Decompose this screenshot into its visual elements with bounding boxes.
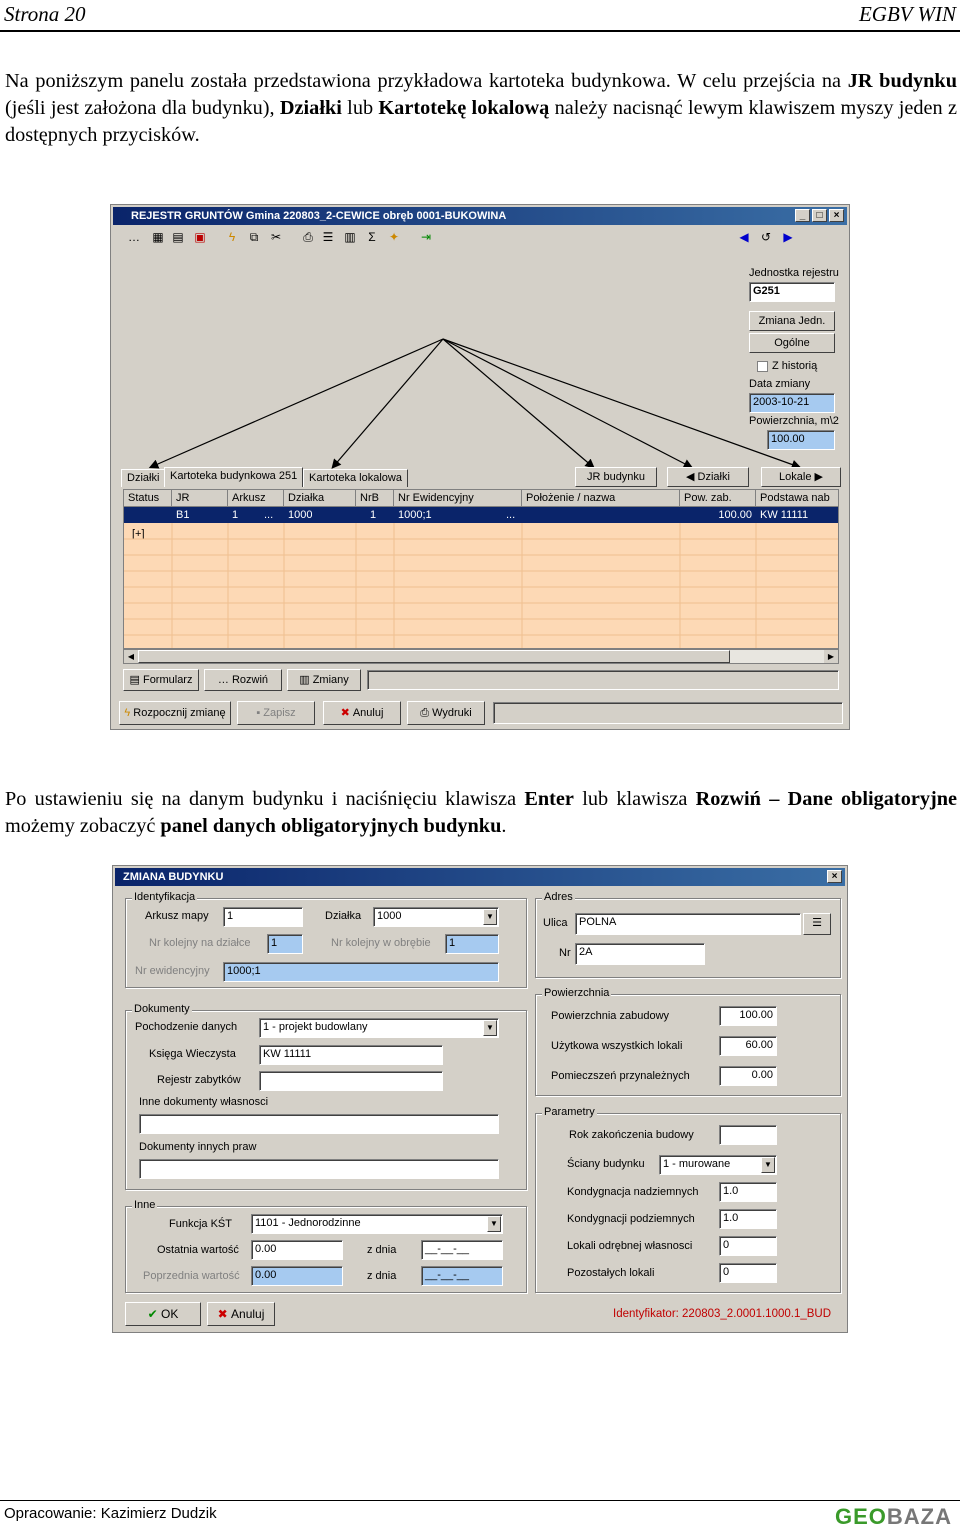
lightning-icon[interactable]: ϟ [228,230,236,244]
cell-jr: B1 [176,509,190,521]
ogolne-button[interactable]: Ogólne [749,333,835,353]
pomieszczen-input[interactable]: 0.00 [719,1066,777,1086]
col-nrb[interactable]: NrB [356,490,394,507]
funkcja-select[interactable]: 1101 - Jednorodzinne ▼ [251,1214,503,1234]
col-nr-ewidencyjny[interactable]: Nr Ewidencyjny [394,490,522,507]
ulica-input[interactable]: POLNA [575,913,801,935]
ok-button[interactable]: ✔ OK [125,1302,201,1326]
zmiana-budynku-window [112,865,848,1333]
rozwin-button[interactable]: … Rozwiń [204,669,282,691]
z-dnia-2-input[interactable]: __-__-__ [421,1266,503,1286]
poprzednia-wartosc-label: Poprzednia wartość [143,1270,240,1282]
page-footer [0,1500,960,1531]
mid-paragraph: Po ustawieniu się na danym budynku i naciśnięciu klawisza Enter lub klawisza Rozwiń – Dane obligatoryjne możemy zobaczyć panel danych obligatoryjnych budynku. [5,788,958,837]
pozostalych-lokali-input[interactable]: 0 [719,1263,777,1283]
rozpocznij-zmiane-button[interactable]: ϟ Rozpocznij zmianę [119,701,231,725]
group-title: Dokumenty [134,1003,190,1015]
changes-icon: ▥ [299,674,313,686]
dok-innych-praw-input[interactable] [139,1159,499,1179]
rok-input[interactable] [719,1125,777,1145]
nr-input[interactable]: 2A [575,943,705,965]
horizontal-scrollbar[interactable] [123,649,839,664]
kond-podziemnych-label: Kondygnacji podziemnych [567,1213,695,1225]
dok-innych-praw-label: Dokumenty innych praw [139,1141,257,1153]
grid-icon[interactable]: ▣ [194,230,206,244]
x-icon: ✖ [340,707,353,719]
col-jr[interactable]: JR [172,490,228,507]
undo-icon[interactable]: ↺ [760,230,772,244]
calendar-icon[interactable]: ▦ [152,230,164,244]
data-zmiany-label: Data zmiany [749,378,811,390]
nr-kolejny-dzialka-input[interactable]: 1 [267,934,303,954]
cell-dzialka: 1000 [288,509,313,521]
intro-paragraph: Na poniższym panelu została przedstawiona przykładowa kartoteka budynkowa. W celu przejścia na JR budynku (jeśli jest założona dla budynku), Działki lub Kartotekę lokalową należy nacisnąć lewym klawiszem myszy jeden z dostępnych przycisków. [5,70,957,146]
printer-icon: ⎙ [420,707,433,719]
status-field [367,670,839,690]
tab-dzialki[interactable]: Działki [121,469,165,487]
arkusz-label: Arkusz mapy [145,910,209,922]
grid-lines [124,523,839,649]
product-name: EGBV WIN [858,2,956,26]
tab-kartoteka-lokalowa[interactable]: Kartoteka lokalowa [303,469,408,487]
col-polozenie[interactable]: Położenie / nazwa [522,490,680,507]
list-icon: ☰ [812,917,822,929]
expand-marker[interactable]: [+] [132,528,145,540]
wydruki-button[interactable]: ⎙ Wydruki [407,701,485,725]
poprzednia-wartosc-input[interactable]: 0.00 [251,1266,343,1286]
lokale-button[interactable]: Lokale ▶ [761,467,841,487]
triangle-right-icon: ▶ [811,471,823,483]
cell-nrb: 1 [370,509,377,521]
lightning-icon: ϟ [124,707,134,719]
col-podstawa[interactable]: Podstawa nab [756,490,839,507]
geobaza-logo: GEOBAZA [834,1504,952,1529]
tab-kartoteka-budynkowa[interactable]: Kartoteka budynkowa 251 [164,467,303,487]
inne-dok-input[interactable] [139,1114,499,1134]
rejestr-gruntow-window [110,204,850,730]
dzialka-select[interactable]: 1000 ▼ [373,907,499,927]
more-icon[interactable]: … [128,230,140,244]
sciany-select[interactable]: 1 - murowane ▼ [659,1155,777,1175]
maximize-button[interactable]: □ [812,209,827,222]
funkcja-label: Funkcja KŚT [169,1218,232,1230]
print-icon[interactable]: ⎙ [303,230,313,244]
group-title: Parametry [544,1106,595,1118]
pomieszczen-label: Pomieczszeń przynależnych [551,1070,690,1082]
chevron-down-icon[interactable]: ▼ [483,1020,497,1036]
ksiega-input[interactable]: KW 11111 [259,1045,443,1065]
identyfikator-text: Identyfikator: 220803_2.0001.1000.1_BUD [613,1308,832,1320]
chevron-down-icon[interactable]: ▼ [483,909,497,925]
table-row[interactable] [124,507,839,523]
anuluj-button[interactable]: ✖ Anuluj [207,1302,275,1326]
zmiany-button[interactable]: ▥ Zmiany [287,669,361,691]
cell-arkusz: 1 [232,509,239,521]
window-titlebar [115,868,845,886]
cell-pow-zab: 100.00 [718,509,752,521]
page-header [0,0,960,32]
scroll-left-icon[interactable]: ◀ [124,650,138,663]
cell-nr-ewidencyjny: 1000;1 [398,509,432,521]
copy-icon[interactable]: ⧉ [249,230,259,244]
sciany-label: Ściany budynku [567,1158,645,1170]
zapisz-button[interactable]: ▪ Zapisz [237,701,315,725]
scroll-right-icon[interactable]: ▶ [824,650,838,663]
close-button[interactable]: × [829,209,844,222]
cell-arkusz-more: ... [264,509,274,521]
exit-icon[interactable]: ⇥ [420,230,432,244]
formularz-button[interactable]: ▤ Formularz [123,669,199,691]
triangle-left-icon: ◀ [686,471,698,483]
jr-budynku-button[interactable]: JR budynku [575,467,657,487]
check-icon: ✔ [147,1307,162,1321]
z-dnia-label: z dnia [367,1244,397,1256]
nr-label: Nr [559,947,571,959]
pochodzenie-label: Pochodzenie danych [135,1021,238,1033]
document-icon[interactable]: ▤ [172,230,184,244]
kond-podziemnych-input[interactable]: 1.0 [719,1209,777,1229]
cell-podstawa: KW 11111 [760,509,809,521]
ostatnia-wartosc-input[interactable]: 0.00 [251,1240,343,1260]
lokali-odrebnej-label: Lokali odrębnej własnosci [567,1240,693,1252]
ksiega-label: Księga Wieczysta [149,1048,236,1060]
inne-dok-label: Inne dokumenty własnosci [139,1096,269,1108]
rejestr-label: Rejestr zabytków [157,1074,241,1086]
lokali-odrebnej-input[interactable]: 0 [719,1236,777,1256]
disk-icon: ▪ [256,707,264,719]
anuluj-button[interactable]: ✖ Anuluj [323,701,401,725]
z-dnia-input[interactable]: __-__-__ [421,1240,503,1260]
cell-polozenie: ... [506,509,516,521]
tools-icon[interactable]: ✦ [388,230,400,244]
ellipsis-icon: … [217,674,232,686]
col-arkusz[interactable]: Arkusz [228,490,284,507]
jednostka-label: Jednostka rejestru [749,267,839,279]
bottom-status-field [493,702,843,724]
form-icon: ▤ [129,674,143,686]
cut-icon[interactable]: ✂ [270,230,282,244]
minimize-button[interactable]: _ [795,209,810,222]
col-dzialka[interactable]: Działka [284,490,356,507]
ostatnia-wartosc-label: Ostatnia wartość [157,1244,239,1256]
author: Opracowanie: Kazimierz Dudzik [4,1505,217,1522]
ulica-list-button[interactable] [803,913,831,935]
pow-uzytkowa-input[interactable]: 60.00 [719,1036,777,1056]
z-dnia-2-label: z dnia [367,1270,397,1282]
powierzchnia-input[interactable]: 100.00 [767,430,835,450]
group-title: Powierzchnia [544,987,610,999]
pochodzenie-select[interactable]: 1 - projekt budowlany ▼ [259,1018,499,1038]
list-icon[interactable]: ☰ [322,230,334,244]
nr-ewidencyjny-input[interactable]: 1000;1 [223,962,499,982]
pow-uzytkowa-label: Użytkowa wszystkich lokali [551,1040,683,1052]
x-icon: ✖ [217,1307,232,1321]
sum-icon[interactable]: Σ [368,230,376,244]
pow-zabudowy-input[interactable]: 100.00 [719,1006,777,1026]
chevron-down-icon[interactable]: ▼ [487,1216,501,1232]
nr-kolejny-obreb-input[interactable]: 1 [445,934,499,954]
dzialka-label: Działka [325,910,362,922]
close-button[interactable]: × [827,870,842,883]
window-title: REJESTR GRUNTÓW Gmina 220803_2-CEWICE obręb 0001-BUKOWINA [131,210,507,222]
pozostalych-lokali-label: Pozostałych lokali [567,1267,655,1279]
pow-zabudowy-label: Powierzchnia zabudowy [551,1010,670,1022]
page-number: Strona 20 [4,2,86,26]
arkusz-input[interactable]: 1 [223,907,303,927]
buildings-table [123,489,839,649]
nr-ewidencyjny-label: Nr ewidencyjny [135,965,210,977]
window-title: ZMIANA BUDYNKU [123,871,224,883]
group-title: Adres [544,891,573,903]
jednostka-input[interactable]: G251 [749,282,835,302]
nr-kolejny-obreb-label: Nr kolejny w obrębie [331,937,431,949]
ulica-label: Ulica [543,917,568,929]
col-pow-zab[interactable]: Pow. zab. [680,490,756,507]
data-zmiany-input[interactable]: 2003-10-21 [749,393,835,413]
kond-nadziemnych-label: Kondygnacja nadziemnych [567,1186,699,1198]
group-title: Identyfikacja [134,891,196,903]
arrow-left-icon[interactable]: ◀ [739,230,749,244]
col-status[interactable]: Status [124,490,172,507]
group-title: Inne [134,1199,156,1211]
chevron-down-icon[interactable]: ▼ [761,1157,775,1173]
dzialki-button[interactable]: ◀ Działki [667,467,749,487]
scroll-thumb[interactable] [138,650,730,663]
arrow-right-icon[interactable]: ▶ [783,230,793,244]
adres-group [535,891,841,978]
rok-label: Rok zakończenia budowy [569,1129,694,1141]
kond-nadziemnych-input[interactable]: 1.0 [719,1182,777,1202]
powierzchnia-label: Powierzchnia, m\2 [749,415,839,427]
nr-kolejny-dzialka-label: Nr kolejny na działce [149,937,251,949]
historia-label: Z historią [772,360,818,372]
rejestr-input[interactable] [259,1071,443,1091]
table-icon[interactable]: ▥ [344,230,356,244]
zmiana-jedn-button[interactable]: Zmiana Jedn. [749,311,835,331]
